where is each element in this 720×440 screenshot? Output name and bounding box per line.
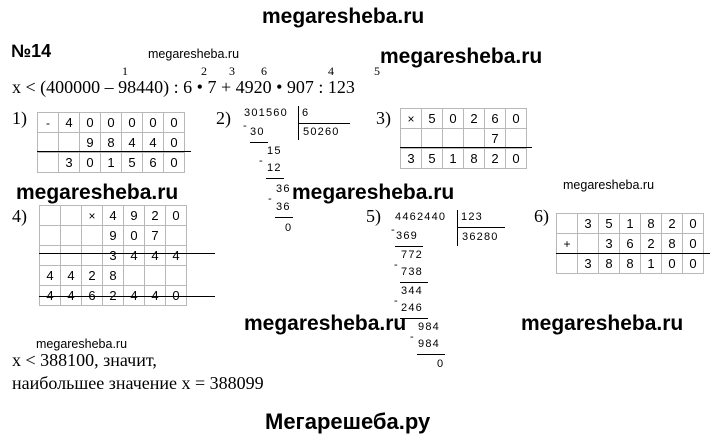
digit [422,129,443,149]
divisor: 123 [461,211,483,223]
digit: 4 [143,133,164,153]
digit: 8 [620,254,641,274]
digit: 8 [641,214,662,234]
digit: 5 [422,109,443,129]
problem-number: №14 [11,41,52,61]
minus-sign: - [268,193,273,205]
digit: 1 [620,214,641,234]
digit: 0 [164,113,185,133]
division-line: 984 [418,338,440,350]
digit: 8 [662,234,683,254]
division-line: 984 [418,321,440,333]
division-line: 30 [250,126,265,138]
watermark: megaresheba.ru [521,312,684,335]
digit [578,234,599,254]
result-line [400,147,532,148]
digit: 2 [145,206,166,226]
minus-sign: - [243,120,248,132]
conclusion-line: наибольшее значение x = 388099 [12,373,264,393]
watermark: megaresheba.ru [292,181,455,204]
digit [443,129,464,149]
digit: 5 [599,214,620,234]
digit: 9 [124,206,145,226]
digit: 0 [164,153,185,173]
digit: 2 [103,286,124,306]
division-line: 344 [401,285,423,297]
digit: 6 [620,234,641,254]
digit: 4 [124,286,145,306]
watermark-small: megaresheba.ru [36,337,128,351]
operator: × [82,206,103,226]
division-rule [417,354,445,355]
digit: 0 [80,113,101,133]
division-bar [457,210,458,246]
digit: 0 [662,254,683,274]
division-line: 772 [401,249,423,261]
digit: 0 [443,109,464,129]
digit: 2 [82,266,103,286]
quotient: 36280 [462,231,499,243]
digit: 0 [80,153,101,173]
order-number: 1 [122,64,128,78]
digit: 4 [59,113,80,133]
digit: 2 [662,214,683,234]
result-line [556,253,710,254]
digit: 4 [61,286,82,306]
operator: + [557,234,578,254]
digit: 5 [122,153,143,173]
digit: 6 [82,286,103,306]
step-1-subtraction [37,112,185,173]
digit: 5 [422,149,443,169]
digit: 0 [164,133,185,153]
step-label: 5) [366,206,381,226]
division-rule [250,142,268,143]
footer-brand: Мегарешеба.ру [265,409,431,434]
digit: 3 [401,149,422,169]
order-number: 6 [261,64,267,78]
dividend: 301560 [244,107,288,119]
minus-sign: - [391,224,396,236]
digit: 2 [641,234,662,254]
minus-sign: - [410,331,415,343]
minus-sign: - [259,155,264,167]
digit: 0 [506,109,527,129]
division-rule [395,246,423,247]
division-line: 36 [276,201,291,213]
operator: × [401,109,422,129]
digit: 0 [683,234,704,254]
division-rule [275,217,293,218]
digit: 0 [166,286,187,306]
divisor-line [457,227,505,228]
step-6-addition [556,213,704,274]
digit: 4 [40,286,61,306]
digit: 0 [683,254,704,274]
step-label: 6) [534,206,549,226]
result-line [37,151,191,152]
digit: 4 [122,133,143,153]
watermark: megaresheba.ru [244,312,407,335]
digit: 0 [101,113,122,133]
digit [166,226,187,246]
expression: x < (400000 – 98440) : 6 • 7 + 4920 • 907 : 123 [12,77,355,97]
digit: 3 [103,246,124,266]
digit: 0 [166,206,187,226]
digit: 7 [145,226,166,246]
minus-sign: - [394,259,399,271]
order-number: 4 [328,64,334,78]
digit: 9 [103,226,124,246]
step-label: 1) [12,108,27,128]
division-line: 369 [396,230,418,242]
digit: 8 [101,133,122,153]
digit: 8 [103,266,124,286]
digit: 9 [80,133,101,153]
digit [464,129,485,149]
division-line: 12 [267,162,282,174]
digit: 7 [485,129,506,149]
division-line: 0 [285,222,293,234]
step-4-multiplication [39,205,187,306]
result-line [39,296,215,297]
digit: 3 [599,234,620,254]
digit: 4 [40,266,61,286]
digit: 4 [61,266,82,286]
digit: 4 [145,246,166,266]
digit: 1 [101,153,122,173]
operator: - [38,113,59,133]
step-label: 4) [12,206,27,226]
order-number: 2 [201,64,207,78]
digit: 0 [683,214,704,234]
digit [506,129,527,149]
division-line: 246 [401,302,423,314]
result-line [39,253,215,254]
watermark: megaresheba.ru [380,45,543,68]
division-line: 36 [276,183,291,195]
watermark-small: megaresheba.ru [563,178,655,192]
division-line: 738 [401,266,423,278]
division-line: 0 [437,358,445,370]
digit: 4 [166,246,187,266]
step-label: 2) [216,108,231,128]
digit: 8 [599,254,620,274]
division-rule [400,318,428,319]
digit: 4 [145,286,166,306]
step-label: 3) [376,108,391,128]
watermark-small: megaresheba.ru [148,47,240,61]
digit: 2 [485,149,506,169]
digit: 3 [578,214,599,234]
division-line: 15 [267,145,282,157]
digit: 1 [641,254,662,274]
digit: 4 [103,206,124,226]
step-3-multiplication [400,108,527,169]
digit: 8 [464,149,485,169]
digit: 6 [485,109,506,129]
divisor: 6 [302,107,310,119]
dividend: 4462440 [395,211,447,223]
digit [59,133,80,153]
division-rule [400,282,428,283]
digit: 3 [59,153,80,173]
quotient: 50260 [303,126,340,138]
digit: 2 [464,109,485,129]
minus-sign: - [394,295,399,307]
digit: 6 [143,153,164,173]
digit: 0 [506,149,527,169]
digit: 3 [578,254,599,274]
digit: 0 [143,113,164,133]
watermark-top: megaresheba.ru [262,5,425,28]
digit: 0 [122,113,143,133]
digit: 1 [443,149,464,169]
order-number: 5 [374,64,380,78]
order-number: 3 [229,64,235,78]
conclusion-line: x < 388100, значит, [12,350,157,370]
divisor-line [298,123,350,124]
watermark: megaresheba.ru [16,181,179,204]
digit: 0 [124,226,145,246]
division-rule [266,178,284,179]
digit: 4 [124,246,145,266]
